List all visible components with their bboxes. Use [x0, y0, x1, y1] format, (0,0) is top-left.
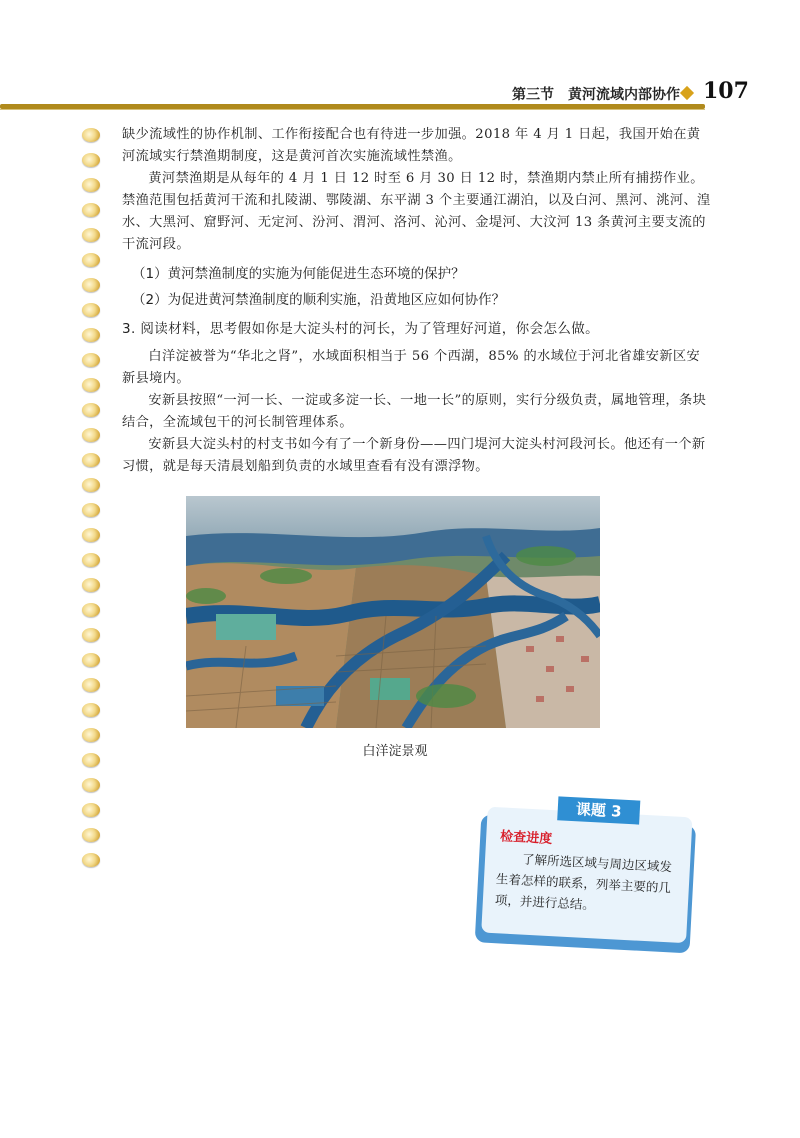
aerial-landscape-illustration: [186, 496, 600, 728]
binding-ring: [82, 328, 100, 342]
binding-ring: [82, 403, 100, 417]
binding-ring: [82, 778, 100, 792]
binding-ring: [82, 653, 100, 667]
binding-ring: [82, 553, 100, 567]
binding-ring: [82, 253, 100, 267]
paragraph: 黄河禁渔期是从每年的 4 月 1 日 12 时至 6 月 30 日 12 时，禁渔期内禁止所有捕捞作业。禁渔范围包括黄河干流和扎陵湖、鄂陵湖、东平湖 3 个主要通江湖泊，以及白河、黑河、洮河、湟水、大黑河、窟野河、无定河、汾河、渭河、洛河、沁河、金堤河、大汶河 13 条黄河主要支流的干流河段。: [122, 171, 711, 252]
binding-ring: [82, 478, 100, 492]
binding-ring: [82, 603, 100, 617]
binding-ring: [82, 853, 100, 867]
binding-ring: [82, 278, 100, 292]
binding-ring: [82, 678, 100, 692]
question-1: （1）黄河禁渔制度的实施为何能促进生态环境的保护？: [132, 266, 465, 282]
spiral-binding: [82, 120, 102, 880]
section-title: 第三节 黄河流域内部协作: [512, 87, 680, 103]
topic-heading: 检查进度: [499, 829, 553, 848]
binding-ring: [82, 453, 100, 467]
task-3: 3. 阅读材料，思考假如你是大淀头村的河长，为了管理好河道，你会怎么做。: [122, 321, 600, 337]
binding-ring: [82, 503, 100, 517]
binding-ring: [82, 128, 100, 142]
text-block-fishing-ban: [122, 124, 712, 256]
topic-tag: 课题 3: [557, 796, 640, 824]
binding-ring: [82, 203, 100, 217]
binding-ring: [82, 528, 100, 542]
binding-ring: [82, 628, 100, 642]
binding-ring: [82, 428, 100, 442]
page-header: [0, 80, 800, 114]
topic-text: 了解所选区域与周边区域发生着怎样的联系，列举主要的几项，并进行总结。: [494, 851, 673, 913]
caption-text: 白洋淀景观: [362, 744, 428, 759]
binding-ring: [82, 803, 100, 817]
page-number: 107: [703, 78, 749, 104]
binding-ring: [82, 178, 100, 192]
text-block-baiyangdian: [122, 346, 712, 478]
question-2: （2）为促进黄河禁渔制度的顺利实施，沿黄地区应如何协作？: [132, 292, 506, 308]
diamond-icon: [680, 86, 694, 100]
binding-ring: [82, 378, 100, 392]
binding-ring: [82, 828, 100, 842]
baiyangdian-photo: [186, 496, 600, 728]
binding-ring: [82, 703, 100, 717]
binding-ring: [82, 303, 100, 317]
card-panel: [481, 800, 692, 944]
paragraph: 缺少流域性的协作机制、工作衔接配合也有待进一步加强。2018 年 4 月 1 日起，我国开始在黄河流域实行禁渔期制度，这是黄河首次实施流域性禁渔。: [122, 127, 701, 164]
binding-ring: [82, 228, 100, 242]
binding-ring: [82, 153, 100, 167]
paragraph: 安新县大淀头村的村支书如今有了一个新身份——四门堤河大淀头村河段河长。他还有一个新习惯，就是每天清晨划船到负责的水域里查看有没有漂浮物。: [122, 437, 706, 474]
binding-ring: [82, 353, 100, 367]
paragraph: 安新县按照“一河一长、一淀或多淀一长、一地一长”的原则，实行分级负责，属地管理，条块结合，全流域包干的河长制管理体系。: [122, 393, 707, 430]
header-rule-thin: [0, 109, 705, 110]
figure-caption: [0, 740, 800, 759]
topic-card: [474, 800, 701, 957]
binding-ring: [82, 578, 100, 592]
paragraph: 白洋淀被誉为“华北之肾”，水域面积相当于 56 个西湖，85% 的水域位于河北省雄安新区安新县境内。: [122, 349, 701, 386]
